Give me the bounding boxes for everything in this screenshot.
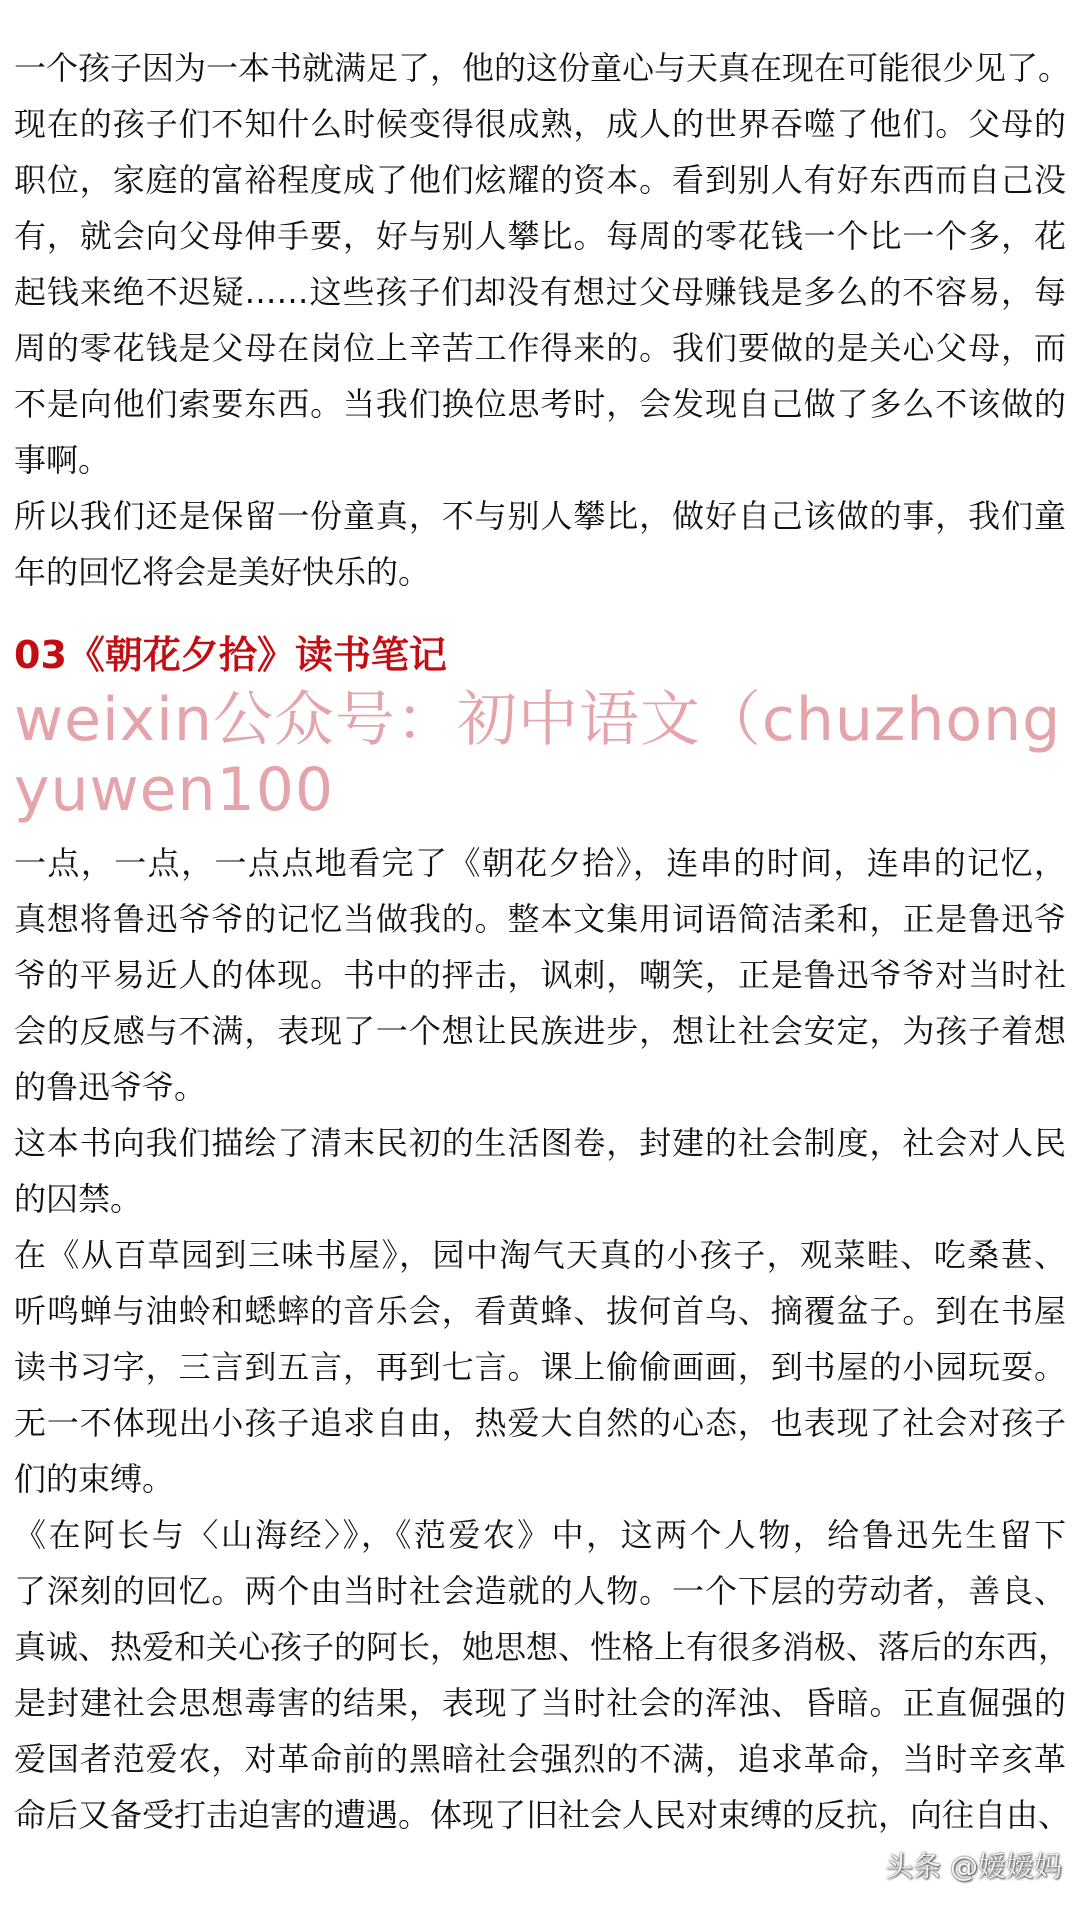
- paragraph: [14, 1227, 1066, 1507]
- text-line: 这本书向我们描绘了清末民初的生活图卷，封建的社会制度，社会对人民: [14, 1124, 1066, 1162]
- text-line: 会的反感与不满，表现了一个想让民族进步，想让社会安定，为孩子着想: [14, 1012, 1066, 1050]
- text-line: 爷的平易近人的体现。书中的抨击，讽刺，嘲笑，正是鲁迅爷爷对当时社: [14, 956, 1066, 994]
- watermark: weixin公众号：初中语文（chuzhongyuwen100: [14, 685, 1062, 825]
- text-line: 听鸣蝉与油蛉和蟋蟀的音乐会，看黄蜂、拔何首乌、摘覆盆子。到在书屋: [14, 1292, 1066, 1330]
- text-line: 周的零花钱是父母在岗位上辛苦工作得来的。我们要做的是关心父母，而: [14, 329, 1066, 367]
- text-line: 职位，家庭的富裕程度成了他们炫耀的资本。看到别人有好东西而自己没: [14, 161, 1066, 199]
- text-line: 一个孩子因为一本书就满足了，他的这份童心与天真在现在可能很少见了。: [14, 49, 1071, 87]
- text-line: 不是向他们索要东西。当我们换位思考时，会发现自己做了多么不该做的: [14, 385, 1066, 423]
- text-line: 真想将鲁迅爷爷的记忆当做我的。整本文集用词语简洁柔和，正是鲁迅爷: [14, 900, 1066, 938]
- paragraph: [14, 488, 1066, 600]
- text-line: 了深刻的回忆。两个由当时社会造就的人物。一个下层的劳动者，善良、: [14, 1572, 1066, 1610]
- text-line: 读书习字，三言到五言，再到七言。课上偷偷画画，到书屋的小园玩耍。: [14, 1348, 1066, 1386]
- paragraph: [14, 40, 1071, 488]
- text-line: 的囚禁。: [14, 1180, 143, 1218]
- text-line: 真诚、热爱和关心孩子的阿长，她思想、性格上有很多消极、落后的东西，: [14, 1628, 1071, 1666]
- section-2-text: [0, 835, 1080, 1843]
- text-line: 是封建社会思想毒害的结果，表现了当时社会的浑浊、昏暗。正直倔强的: [14, 1684, 1066, 1722]
- text-line: 年的回忆将会是美好快乐的。: [14, 553, 431, 591]
- text-line: 所以我们还是保留一份童真，不与别人攀比，做好自己该做的事，我们童: [14, 497, 1066, 535]
- section-1-text: [0, 0, 1080, 600]
- text-line: 事啊。: [14, 441, 111, 479]
- source-attribution: 头条 @嫒嫒妈: [885, 1850, 1062, 1883]
- text-line: 有，就会向父母伸手要，好与别人攀比。每周的零花钱一个比一个多，花: [14, 217, 1066, 255]
- text-line: 《在阿长与〈山海经〉》，《范爱农》中，这两个人物，给鲁迅先生留下: [14, 1516, 1066, 1554]
- text-line: 爱国者范爱农，对革命前的黑暗社会强烈的不满，追求革命，当时辛亥革: [14, 1740, 1066, 1778]
- text-line: 无一不体现出小孩子追求自由，热爱大自然的心态，也表现了社会对孩子: [14, 1404, 1066, 1442]
- text-line: 现在的孩子们不知什么时候变得很成熟，成人的世界吞噬了他们。父母的: [14, 105, 1066, 143]
- text-line: 起钱来绝不迟疑……这些孩子们却没有想过父母赚钱是多么的不容易，每: [14, 273, 1066, 311]
- text-line: 们的束缚。: [14, 1460, 175, 1498]
- text-line: 命后又备受打击迫害的遭遇。体现了旧社会人民对束缚的反抗，向往自由、: [14, 1796, 1071, 1834]
- text-line: 的鲁迅爷爷。: [14, 1068, 207, 1106]
- text-line: 在《从百草园到三味书屋》，园中淘气天真的小孩子，观菜畦、吃桑葚、: [14, 1236, 1066, 1274]
- paragraph: [14, 1115, 1066, 1227]
- section-heading: 03《朝花夕拾》读书笔记: [14, 633, 447, 677]
- paragraph: [14, 1507, 1071, 1843]
- text-line: 一点，一点，一点点地看完了《朝花夕拾》，连串的时间，连串的记忆，: [14, 844, 1066, 882]
- paragraph: [14, 835, 1066, 1115]
